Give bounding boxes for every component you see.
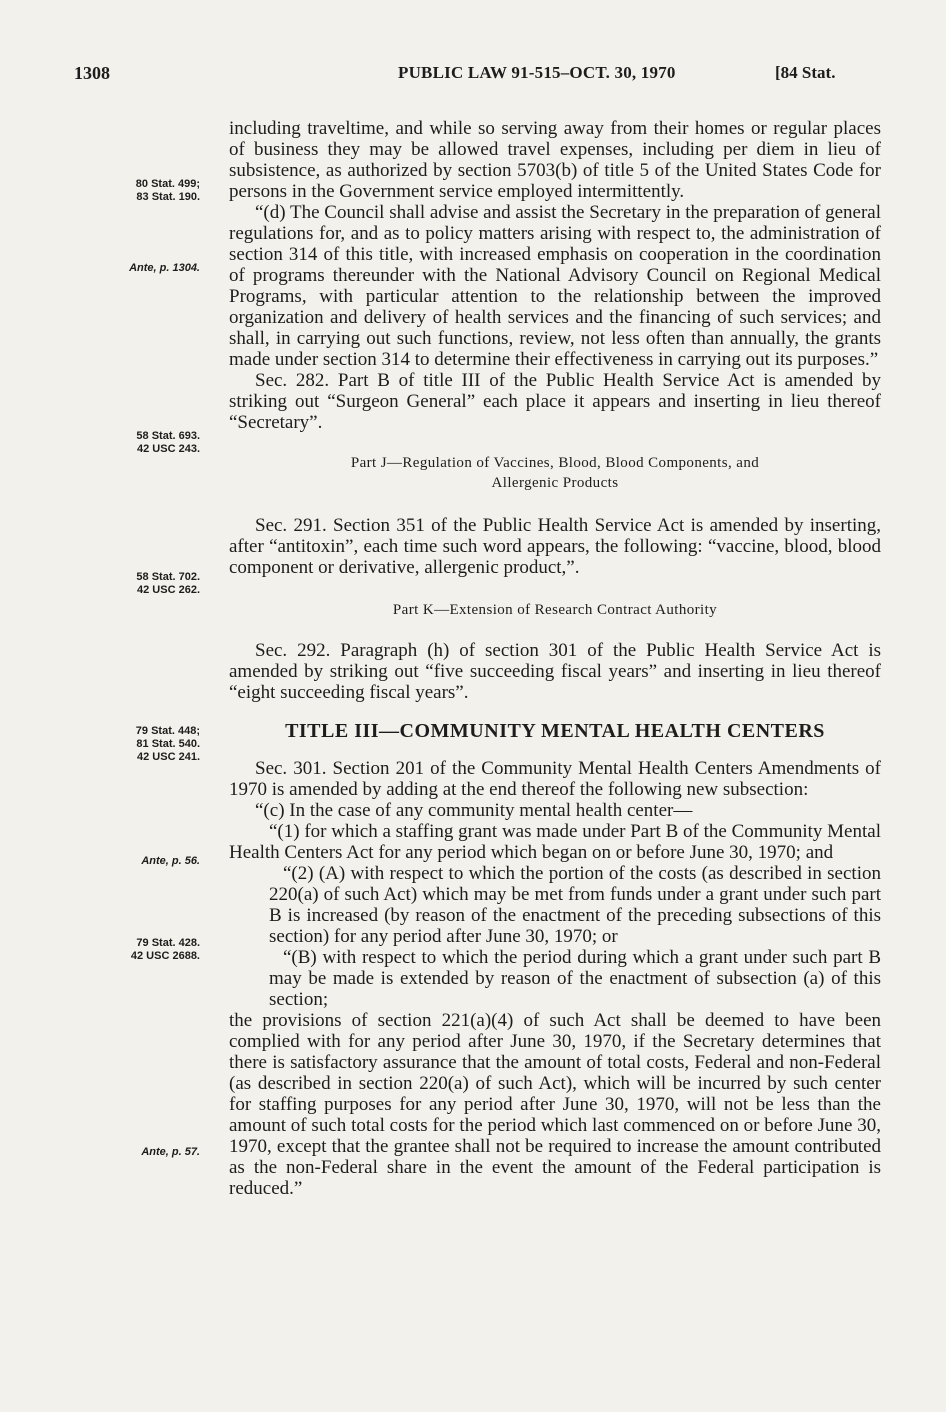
paragraph: “(1) for which a staffing grant was made under Part B of the Community Mental Health Centers Act for any period which began on or before June 30, 1970; and xyxy=(229,821,881,863)
margin-note: Ante, p. 1304. xyxy=(129,262,200,274)
margin-note: Ante, p. 56. xyxy=(141,855,200,867)
margin-note: 58 Stat. 702. 42 USC 262. xyxy=(136,571,200,596)
paragraph: “(d) The Council shall advise and assist the Secretary in the preparation of general regulations for, and as to policy matters arising with respect to, the administration of section 314 of this title, with increased emphasis on cooperation in the coordination of programs thereunder with the National Advisory Council on Regional Medical Programs, with particular attention to the relationship between the improved organization and delivery of health services and the financing of such services; and shall, in carrying out such functions, review, not less often than annually, the grants made under section 314 to determine their effectiveness in carrying out its purposes.” xyxy=(229,202,881,370)
paragraph: “(2) (A) with respect to which the portion of the costs (as described in section 220(a) of such Act) which may be met from funds under a grant under such part B is increased (by reason of the enactment of the preceding subsections of this section) for any period after June 30, 1970; or xyxy=(269,863,881,947)
margin-note: Ante, p. 57. xyxy=(141,1146,200,1158)
part-j-heading xyxy=(229,453,881,493)
margin-note: 79 Stat. 428. 42 USC 2688. xyxy=(130,937,200,962)
paragraph: “(B) with respect to which the period during which a grant under such part B may be made is extended by reason of the enactment of subsection (a) of this section; xyxy=(269,947,881,1010)
page-number: 1308 xyxy=(74,63,110,83)
part-k-heading: Part K—Extension of Research Contract Authority xyxy=(392,602,718,618)
body-text xyxy=(229,118,881,1199)
part-j-heading-line: Part J—Regulation of Vaccines, Blood, Blood Components, and xyxy=(350,455,760,471)
margin-note: 58 Stat. 693. 42 USC 243. xyxy=(136,430,200,455)
paragraph: “(c) In the case of any community mental health center— xyxy=(255,800,693,821)
paragraph: Sec. 291. Section 351 of the Public Health Service Act is amended by inserting, after “antitoxin”, each time such word appears, the following: “vaccine, blood, blood component or derivative, allergenic product,”. xyxy=(229,515,881,578)
running-title: PUBLIC LAW 91-515–OCT. 30, 1970 xyxy=(398,63,676,82)
paragraph: Sec. 301. Section 201 of the Community Mental Health Centers Amendments of 1970 is amended by adding at the end thereof the following new subsection: xyxy=(229,758,881,800)
paragraph: including traveltime, and while so serving away from their homes or regular places of business they may be allowed travel expenses, including per diem in lieu of subsistence, as authorized by section 5703(b) of title 5 of the United States Code for persons in the Government service employed intermittently. xyxy=(229,118,881,202)
margin-note: 80 Stat. 499; 83 Stat. 190. xyxy=(135,178,200,203)
title-heading: TITLE III—COMMUNITY MENTAL HEALTH CENTERS xyxy=(285,720,825,742)
paragraph: the provisions of section 221(a)(4) of such Act shall be deemed to have been complied with for any period after June 30, 1970, if the Secretary determines that there is satisfactory assurance that the amount of total costs, Federal and non-Federal (as described in section 220(a) of such Act), which will be incurred by such center for staffing purposes for any period after June 30, 1970, will not be less than the amount of such total costs for the period which last commenced on or before June 30, 1970, except that the grantee shall not be required to increase the amount contributed as the non-Federal share in the event the amount of the Federal participation is reduced.” xyxy=(229,1010,881,1199)
stat-reference: [84 Stat. xyxy=(775,63,836,82)
paragraph: Sec. 292. Paragraph (h) of section 301 of the Public Health Service Act is amended by striking out “five succeeding fiscal years” and inserting in lieu thereof “eight succeeding fiscal years”. xyxy=(229,640,881,703)
margin-note: 79 Stat. 448; 81 Stat. 540. 42 USC 241. xyxy=(135,725,200,763)
part-j-heading-line: Allergenic Products xyxy=(491,475,619,491)
paragraph: Sec. 282. Part B of title III of the Public Health Service Act is amended by striking out “Surgeon General” each place it appears and inserting in lieu thereof “Secretary”. xyxy=(229,370,881,433)
